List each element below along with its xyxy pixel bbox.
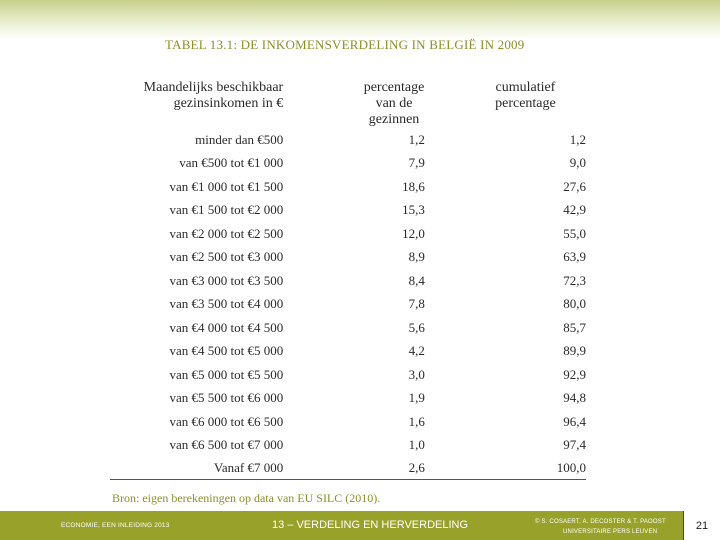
header-cumulative [425,80,586,128]
cumulative-cell: 55,0 [563,225,586,241]
percentage-cell: 2,6 [283,457,425,480]
table-row [110,199,586,223]
percentage-cell: 8,4 [408,272,425,288]
cumulative-cell: 85,7 [563,319,586,335]
percentage-cell: 1,9 [408,390,425,406]
cumulative-cell: 1,2 [569,131,586,147]
table-row [110,175,586,199]
header-cumulative-line1: cumulatief [495,80,556,95]
percentage-cell: 12,0 [402,225,425,241]
table-row [110,410,586,434]
percentage-cell: 7,9 [408,155,425,171]
income-bracket-cell: minder dan €500 [195,131,284,147]
cumulative-cell: 100,0 [425,457,586,480]
table-row [110,316,586,340]
cumulative-cell: 92,9 [563,366,586,382]
header-band [0,0,720,40]
table-row [110,152,586,176]
footer-copyright-authors: © S. COSAERT, A. DECOSTER & T. PAOOST [535,519,666,525]
income-bracket-cell: van €6 500 tot €7 000 [169,437,284,453]
cumulative-cell: 94,8 [563,390,586,406]
header-percentage-line2: van de gezinnen [368,96,420,127]
header-percentage [283,80,425,128]
income-bracket-cell: Vanaf €7 000 [110,457,283,480]
cumulative-cell: 63,9 [563,249,586,265]
table-row [110,269,586,293]
income-bracket-cell: van €5 500 tot €6 000 [169,390,284,406]
income-table-container [110,80,586,480]
percentage-cell: 4,2 [408,343,425,359]
income-bracket-cell: van €3 000 tot €3 500 [169,272,284,288]
percentage-cell: 1,0 [408,437,425,453]
table-row [110,387,586,411]
table-row [110,434,586,458]
percentage-cell: 8,9 [408,249,425,265]
footer-bar [0,511,720,540]
table-body [110,128,586,480]
cumulative-cell: 97,4 [563,437,586,453]
header-cumulative-line2: percentage [495,96,556,111]
table-row [110,340,586,364]
income-bracket-cell: van €5 000 tot €5 500 [169,366,284,382]
table-row [110,457,586,480]
cumulative-cell: 42,9 [563,202,586,218]
income-distribution-table [110,80,586,480]
cumulative-cell: 80,0 [563,296,586,312]
percentage-cell: 1,2 [408,131,425,147]
header-income-line1: Maandelijks beschikbaar [143,80,284,95]
table-row [110,128,586,152]
table-row [110,222,586,246]
header-income [110,80,283,128]
page-number: 21 [684,511,720,540]
footer-chapter-title: 13 – VERDELING EN HERVERDELING [272,519,469,531]
source-note: Bron: eigen berekeningen op data van EU SILC (2010). [112,491,381,505]
cumulative-cell: 89,9 [563,343,586,359]
income-bracket-cell: van €2 000 tot €2 500 [169,225,284,241]
percentage-cell: 15,3 [402,202,425,218]
income-bracket-cell: van €2 500 tot €3 000 [169,249,284,265]
income-bracket-cell: van €3 500 tot €4 000 [169,296,284,312]
percentage-cell: 1,6 [408,413,425,429]
percentage-cell: 5,6 [408,319,425,335]
footer-copyright [535,517,666,537]
income-bracket-cell: van €1 000 tot €1 500 [169,178,284,194]
percentage-cell: 18,6 [402,178,425,194]
table-header-row [110,80,586,128]
header-percentage-line1: percentage [363,80,425,95]
cumulative-cell: 27,6 [563,178,586,194]
header-income-line2: gezinsinkomen in € [173,96,284,111]
footer-book-title: ECONOMIE, EEN INLEIDING 2013 [61,522,170,529]
income-bracket-cell: van €500 tot €1 000 [179,155,284,171]
table-row [110,363,586,387]
cumulative-cell: 9,0 [569,155,586,171]
percentage-cell: 3,0 [408,366,425,382]
table-row [110,246,586,270]
cumulative-cell: 96,4 [563,413,586,429]
income-bracket-cell: van €4 000 tot €4 500 [169,319,284,335]
table-title: TABEL 13.1: DE INKOMENSVERDELING IN BELGIË IN 2009 [165,37,525,52]
table-row [110,293,586,317]
income-bracket-cell: van €6 000 tot €6 500 [169,413,284,429]
cumulative-cell: 72,3 [563,272,586,288]
footer-copyright-publisher: UNIVERSITAIRE PERS LEUVEN [563,529,658,535]
percentage-cell: 7,8 [408,296,425,312]
income-bracket-cell: van €4 500 tot €5 000 [169,343,284,359]
income-bracket-cell: van €1 500 tot €2 000 [169,202,284,218]
